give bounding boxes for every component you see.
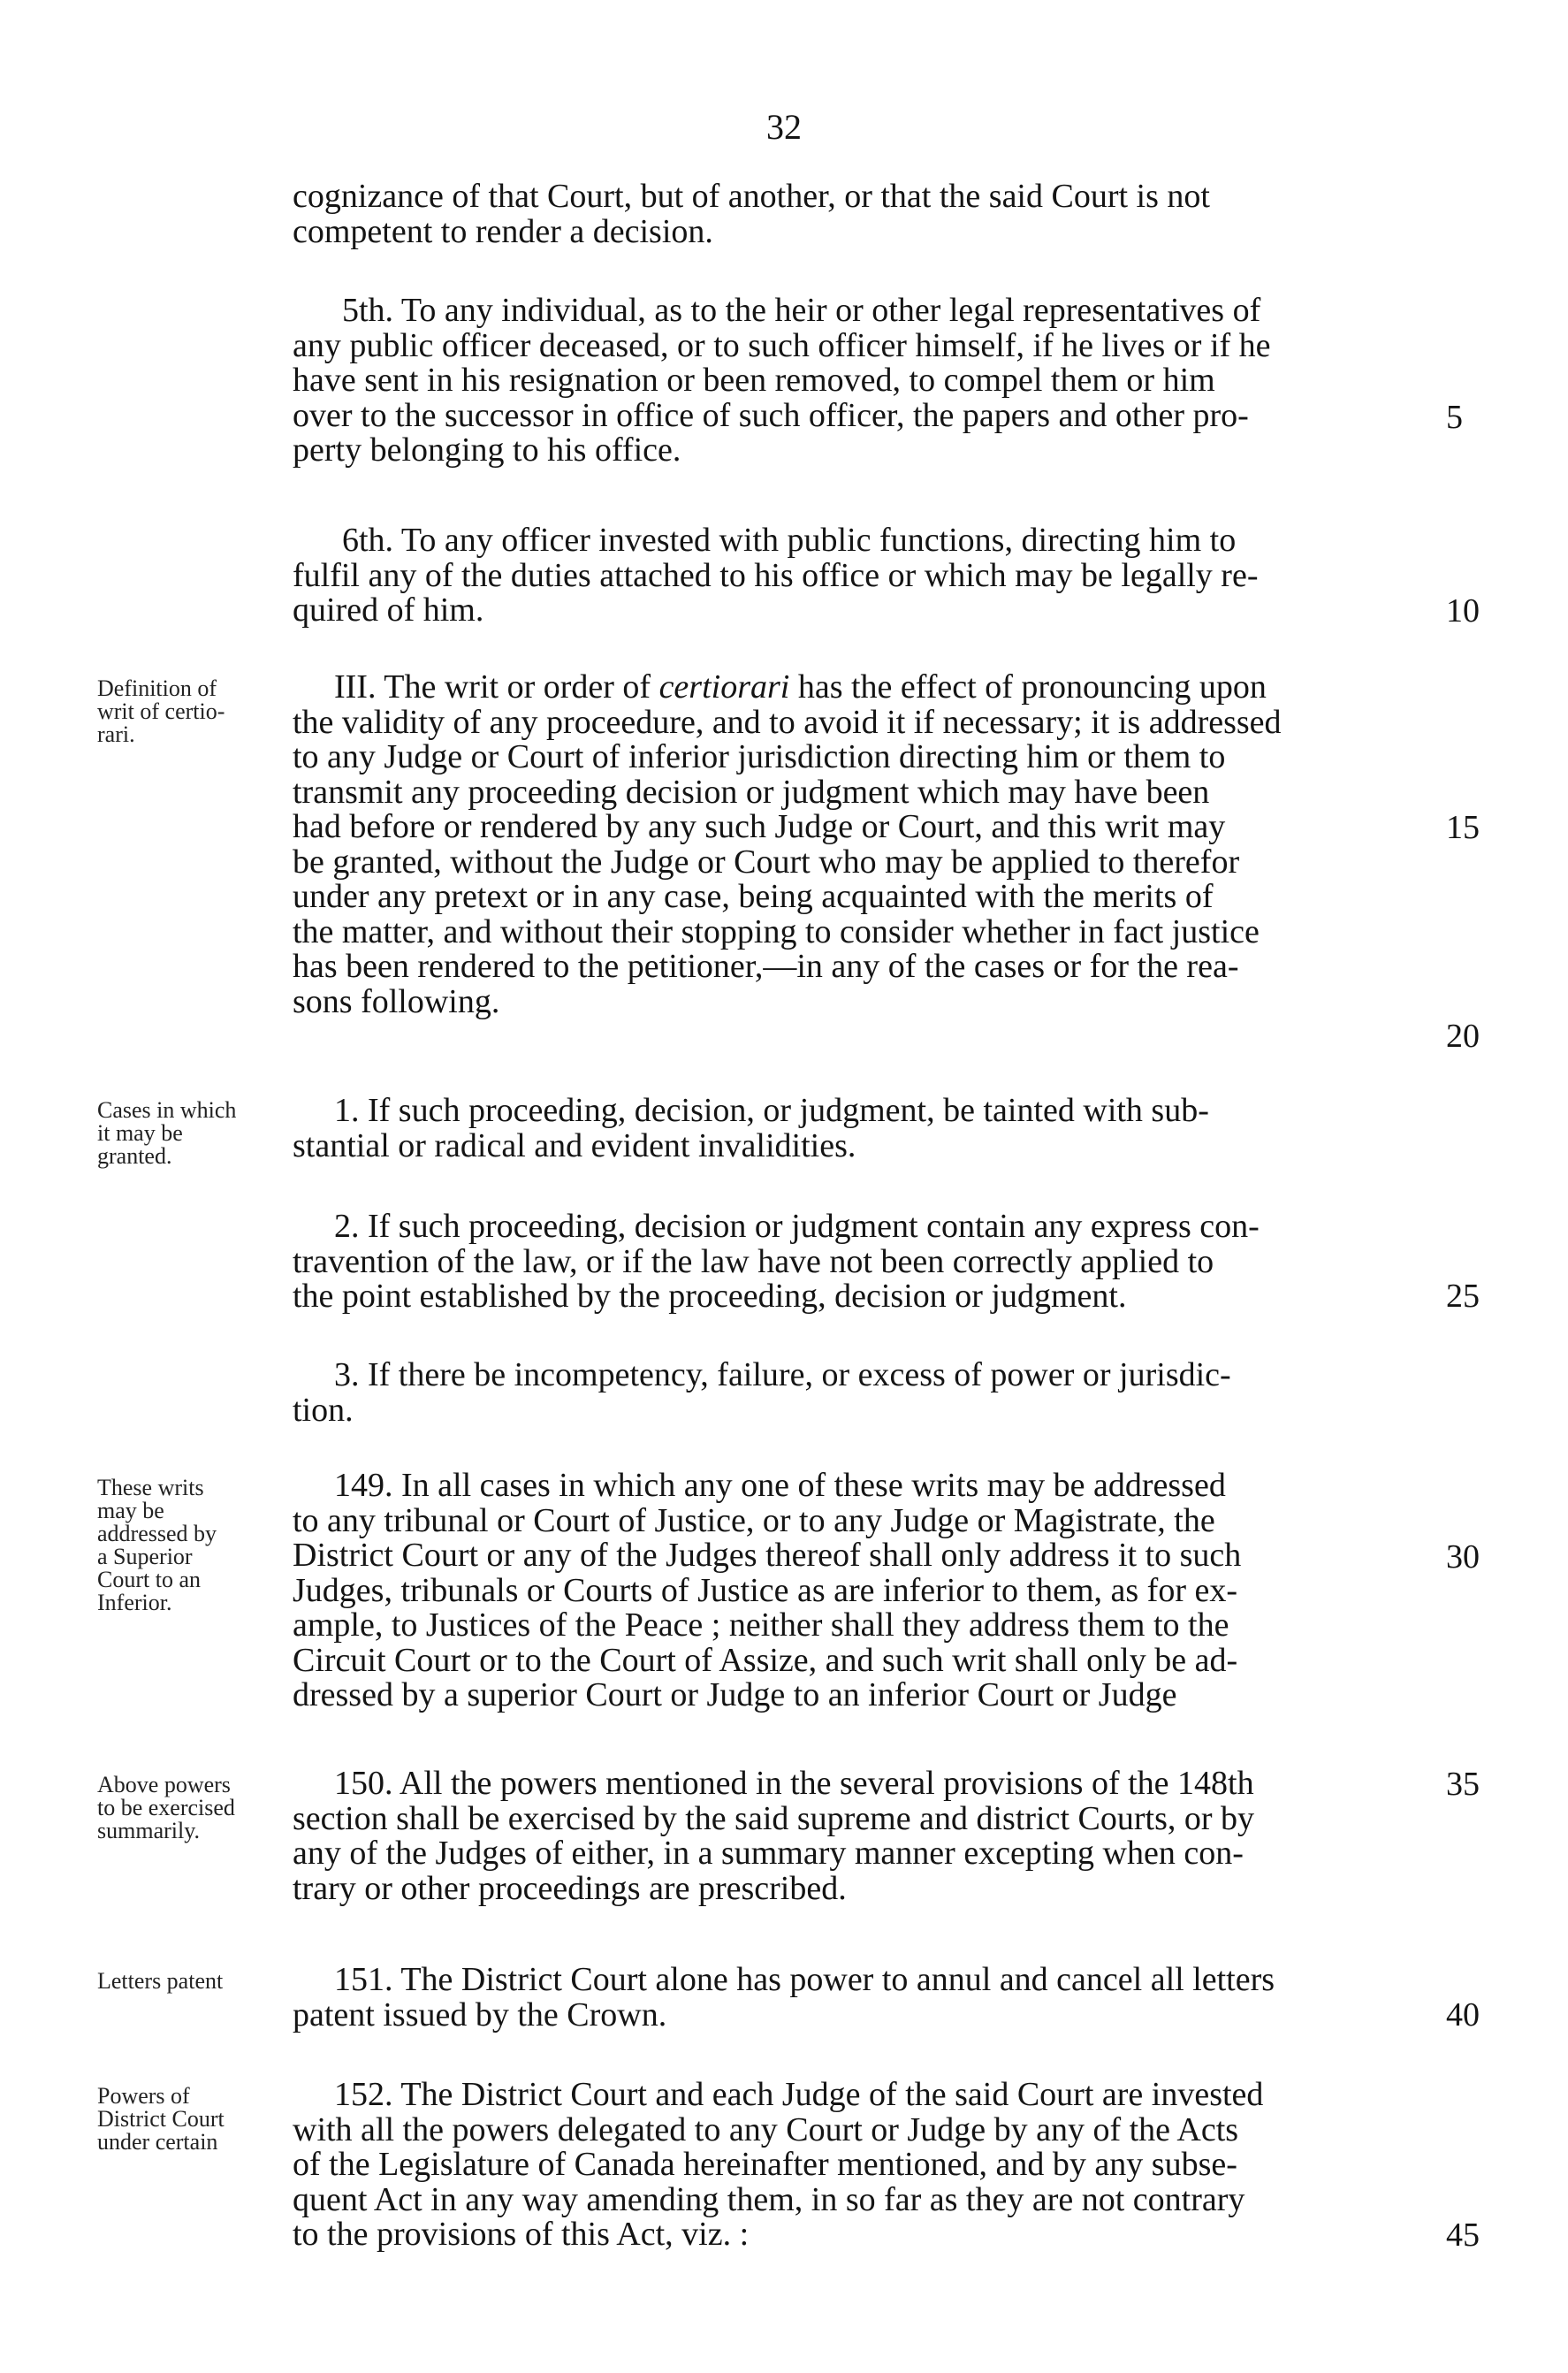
margin-note-line: a Superior [97, 1544, 193, 1569]
text-line: 5th. To any individual, as to the heir or other legal representatives of [342, 292, 1261, 329]
margin-note-line: These writs [97, 1475, 204, 1500]
margin-note-line: Court to an [97, 1567, 201, 1592]
text-line: transmit any proceeding decision or judgment which may have been [293, 773, 1210, 811]
paragraph-iii [293, 670, 1438, 1019]
line-number: 45 [1446, 2217, 1480, 2254]
text-line: 1. If such proceeding, decision, or judgment, be tainted with sub- [334, 1092, 1209, 1129]
text-line: 6th. To any officer invested with public functions, directing him to [342, 522, 1237, 559]
text-line: under any pretext or in any case, being acquainted with the merits of [293, 878, 1214, 915]
text-line: tion. [293, 1391, 354, 1429]
paragraph-5th [293, 294, 1438, 469]
text-line: to any Judge or Court of inferior jurisdiction directing him or them to [293, 738, 1226, 775]
text-line: quired of him. [293, 591, 484, 629]
text-line: fulfil any of the duties attached to his office or which may be legally re- [293, 556, 1259, 594]
margin-note-line: to be exercised [97, 1795, 235, 1820]
section-149 [293, 1469, 1438, 1713]
margin-note-line: writ of certio- [97, 698, 225, 724]
text-line: 151. The District Court alone has power to annul and cancel all letters [334, 1961, 1275, 1998]
text-line: 2. If such proceeding, decision or judgment contain any express con- [334, 1208, 1260, 1245]
text-line: any of the Judges of either, in a summary manner excepting when con- [293, 1835, 1244, 1872]
margin-note-letters [97, 1970, 283, 1993]
text-line: trary or other proceedings are prescribed. [293, 1869, 847, 1907]
text-line: travention of the law, or if the law have not been correctly applied to [293, 1242, 1214, 1280]
text-line: competent to render a decision. [293, 212, 713, 250]
text-line: dressed by a superior Court or Judge to an inferior Court or Judge [293, 1676, 1177, 1713]
text-line: with all the powers delegated to any Court or Judge by any of the Acts [293, 2110, 1239, 2148]
line-number: 25 [1446, 1278, 1480, 1315]
text-line: quent Act in any way amending them, in so far as they are not contrary [293, 2180, 1245, 2218]
line-number: 40 [1446, 1996, 1480, 2033]
margin-note-writs [97, 1476, 283, 1614]
text-line: over to the successor in office of such officer, the papers and other pro- [293, 396, 1249, 434]
text-line: District Court or any of the Judges thereof shall only address it to such [293, 1537, 1242, 1574]
margin-note-line: Letters patent [97, 1968, 224, 1994]
line-number: 35 [1446, 1766, 1480, 1803]
section-150 [293, 1766, 1438, 1906]
paragraph-6th [293, 523, 1438, 629]
margin-note-summary [97, 1774, 283, 1843]
text-line: cognizance of that Court, but of another, or that the said Court is not [293, 178, 1210, 215]
margin-note-line: Above powers [97, 1772, 231, 1797]
paragraph-item-2 [293, 1209, 1438, 1315]
margin-note-line: it may be [97, 1120, 183, 1146]
paragraph-item-3 [293, 1358, 1438, 1428]
text-line: to the provisions of this Act, viz. : [293, 2216, 750, 2253]
margin-note-line: District Court [97, 2106, 225, 2132]
paragraph-continuation [293, 179, 1438, 249]
text-line: of the Legislature of Canada hereinafter mentioned, and by any subse- [293, 2146, 1237, 2183]
text-line: ample, to Justices of the Peace ; neither shall they address them to the [293, 1606, 1229, 1644]
margin-note-line: summarily. [97, 1818, 201, 1843]
line-number: 30 [1446, 1538, 1480, 1576]
margin-note-line: Powers of [97, 2083, 190, 2109]
text-line: the matter, and without their stopping to consider whether in fact justice [293, 912, 1260, 950]
margin-note-line: Definition of [97, 675, 217, 701]
section-152 [293, 2078, 1438, 2253]
text-line: the validity of any proceedure, and to avoid it if necessary; it is addressed [293, 703, 1282, 741]
text-line: 152. The District Court and each Judge of the said Court are invested [334, 2076, 1264, 2113]
margin-note-line: Inferior. [97, 1590, 172, 1615]
page-number: 32 [766, 107, 802, 147]
margin-note-certiorari [97, 677, 283, 746]
text-line: the point established by the proceeding, decision or judgment. [293, 1278, 1127, 1315]
margin-note-line: Cases in which [97, 1097, 237, 1123]
text-line: to any tribunal or Court of Justice, or to any Judge or Magistrate, the [293, 1501, 1215, 1539]
text-line: stantial or radical and evident invalidities. [293, 1126, 856, 1164]
text-line: patent issued by the Crown. [293, 1995, 667, 2033]
text-line: has been rendered to the petitioner,—in any of the cases or for the rea- [293, 948, 1239, 985]
text-line: sons following. [293, 982, 500, 1020]
margin-note-line: under certain [97, 2129, 218, 2155]
text-line: 149. In all cases in which any one of these writs may be addressed [334, 1467, 1226, 1504]
text-line: perty belonging to his office. [293, 431, 681, 469]
text-line: be granted, without the Judge or Court who may be applied to therefor [293, 843, 1240, 881]
line-number: 10 [1446, 592, 1480, 629]
section-151 [293, 1963, 1438, 2033]
text-line: any public officer deceased, or to such officer himself, if he lives or if he [293, 326, 1271, 364]
text-line: section shall be exercised by the said supreme and district Courts, or by [293, 1799, 1255, 1837]
text-line: III. The writ or order of certiorari has the effect of pronouncing upon [334, 668, 1267, 706]
line-number: 15 [1446, 809, 1480, 846]
text-line: Judges, tribunals or Courts of Justice as are inferior to them, as for ex- [293, 1571, 1238, 1609]
paragraph-item-1 [293, 1094, 1438, 1164]
text-line: 150. All the powers mentioned in the several provisions of the 148th [334, 1765, 1254, 1802]
line-number: 20 [1446, 1018, 1480, 1055]
margin-note-line: rari. [97, 721, 135, 747]
text-line: had before or rendered by any such Judge or Court, and this writ may [293, 808, 1226, 845]
text-line: 3. If there be incompetency, failure, or excess of power or jurisdic- [334, 1356, 1231, 1393]
margin-note-line: addressed by [97, 1521, 217, 1546]
margin-note-district [97, 2085, 283, 2154]
margin-note-line: may be [97, 1498, 164, 1523]
margin-note-cases [97, 1099, 283, 1168]
line-number: 5 [1446, 399, 1463, 436]
text-line: have sent in his resignation or been removed, to compel them or him [293, 362, 1215, 399]
margin-note-line: granted. [97, 1143, 172, 1169]
text-line: Circuit Court or to the Court of Assize, and such writ shall only be ad- [293, 1641, 1238, 1679]
